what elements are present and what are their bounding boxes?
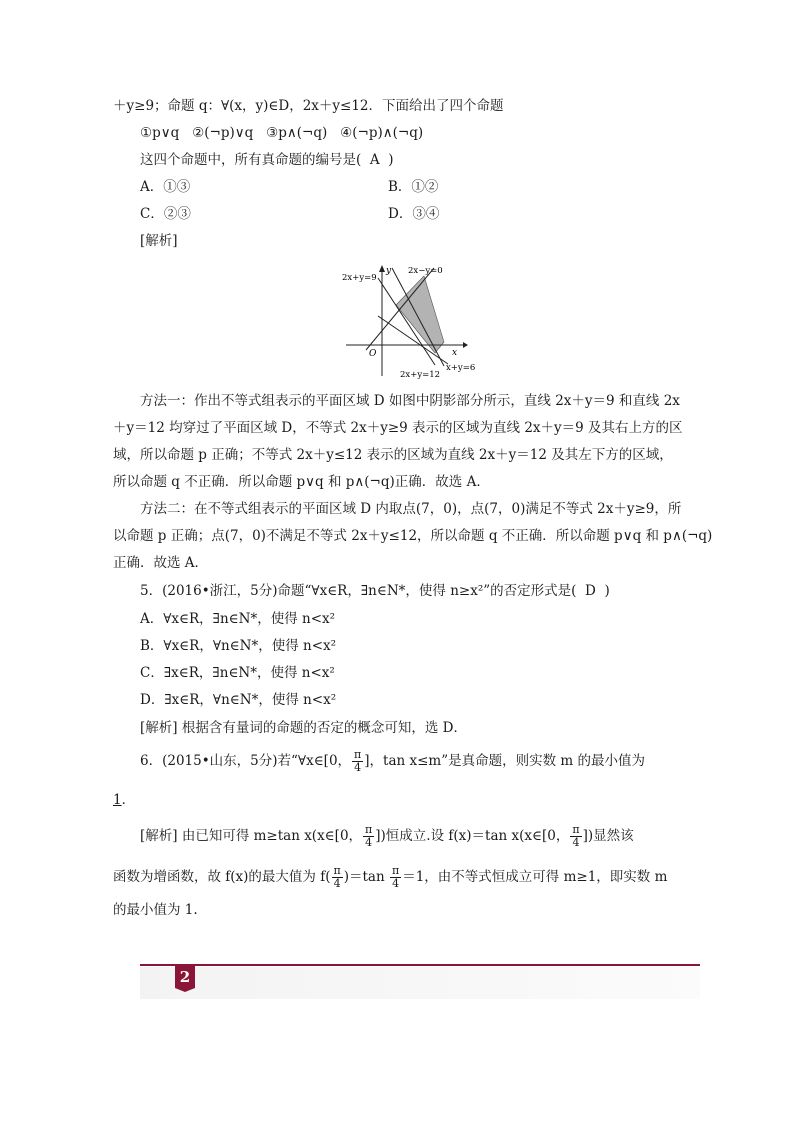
- q6-fraction-4: [332, 865, 343, 890]
- q6-analysis2-b: )＝tan: [343, 869, 385, 885]
- label-x-plus-y-6: x+y=6: [446, 363, 476, 373]
- question-answer: A: [369, 152, 380, 168]
- y-axis-label: y: [386, 266, 392, 276]
- method1-line4: 所以命题 q 不正确．所以命题 p∨q 和 p∧(¬q)正确．故选 A．: [113, 474, 490, 490]
- option-b: B．①②: [388, 179, 439, 195]
- proposition-1: ①p∨q: [140, 125, 180, 141]
- problem-condition-line: ＋y≥9；命题 q：∀(x，y)∈D，2x＋y≤12．下面给出了四个命题: [113, 98, 504, 114]
- question-close: ): [388, 152, 394, 168]
- fraction-numerator: π: [333, 864, 341, 877]
- label-2x-plus-y-12: 2x+y=12: [400, 370, 441, 380]
- x-axis-label: x: [452, 348, 458, 358]
- q6-line: [140, 748, 645, 774]
- fraction-numerator: π: [365, 823, 373, 836]
- q6-suffix: ]，tan x≤m”是真命题，则实数 m 的最小值为: [364, 753, 646, 769]
- question-line: [140, 151, 394, 169]
- q6-analysis-line3: 的最小值为 1.: [113, 902, 198, 918]
- q6-fraction-5: [390, 865, 401, 890]
- question-text: 这四个命题中，所有真命题的编号是(: [140, 152, 362, 168]
- y-axis-arrow: [379, 265, 385, 272]
- analysis-label: [解析]: [140, 233, 178, 249]
- option-d: D．③④: [388, 206, 440, 222]
- q5-option-c: C．∃x∈R，∃n∈N*，使得 n<x²: [140, 665, 335, 681]
- q6-answer: 1: [113, 792, 122, 808]
- q5-analysis: [解析] 根据含有量词的命题的否定的概念可知，选 D．: [140, 720, 467, 736]
- q6-analysis-a: [解析] 由已知可得 m≥tan x(x∈[0，: [140, 828, 363, 844]
- fraction-denominator: 4: [333, 877, 341, 890]
- label-2x-plus-y-9: 2x+y=9: [342, 273, 377, 283]
- q6-fraction: [352, 749, 363, 774]
- fraction-denominator: 4: [572, 836, 580, 849]
- q6-analysis2-c: ＝1，由不等式恒成立可得 m≥1，即实数 m: [402, 869, 668, 885]
- method1-line1: 方法一：作出不等式组表示的平面区域 D 如图中阴影部分所示，直线 2x＋y＝9 和直线 2x: [140, 393, 680, 409]
- label-2x-minus-y-0: 2x−y=0: [408, 266, 443, 276]
- fraction-numerator: π: [391, 864, 400, 877]
- footer-band: [140, 967, 700, 999]
- x-axis-arrow: [463, 342, 468, 348]
- q6-answer-line: [113, 791, 135, 809]
- footer-rule: [140, 964, 700, 966]
- proposition-2: ②(¬p)∨q: [192, 125, 254, 141]
- fraction-numerator: π: [354, 748, 362, 761]
- method1-line3: 域，所以命题 p 正确；不等式 2x＋y≤12 表示的区域为直线 2x＋y＝12 及其左下方的区域，: [113, 447, 673, 463]
- q5-line: [140, 582, 610, 600]
- q6-fraction-2: [363, 824, 374, 849]
- origin-label: O: [369, 349, 377, 359]
- fraction-denominator: 4: [392, 877, 400, 890]
- proposition-3: ③p∧(¬q): [266, 125, 328, 141]
- page-number: 2: [179, 968, 191, 986]
- q6-prefix: 6．(2015•山东，5分)若“∀x∈[0，: [140, 753, 352, 769]
- method2-line1: 方法二：在不等式组表示的平面区域 D 内取点(7，0)，点(7，0)满足不等式 2x＋y≥9，所: [140, 501, 682, 517]
- option-a: A．①③: [140, 179, 191, 195]
- method1-line2: ＋y＝12 均穿过了平面区域 D，不等式 2x＋y≥9 表示的区域为直线 2x＋y＝9 及其右上方的区: [113, 420, 683, 436]
- option-c: C．②③: [140, 206, 191, 222]
- fraction-denominator: 4: [354, 761, 362, 774]
- q6-answer-end: ．: [121, 792, 136, 808]
- q6-analysis-line1: [140, 823, 634, 849]
- q6-analysis-c: ])显然该: [582, 828, 634, 844]
- q5-answer: D: [585, 583, 596, 599]
- q6-fraction-3: [570, 824, 581, 849]
- fraction-numerator: π: [572, 823, 580, 836]
- q6-analysis-line2: [113, 864, 667, 890]
- fraction-denominator: 4: [365, 836, 373, 849]
- q5-text: 5．(2016•浙江，5分)命题“∀x∈R，∃n∈N*，使得 n≥x²”的否定形式是(: [140, 583, 577, 599]
- q6-analysis-b: ])恒成立.设 f(x)＝tan x(x∈[0，: [375, 828, 570, 844]
- q5-option-d: D．∃x∈R，∀n∈N*，使得 n<x²: [140, 692, 337, 708]
- q5-option-a: A．∀x∈R，∃n∈N*，使得 n<x²: [140, 611, 336, 627]
- q6-analysis2-a: 函数为增函数，故 f(x)的最大值为 f(: [113, 869, 331, 885]
- proposition-4: ④(¬p)∧(¬q): [340, 125, 424, 141]
- feasible-region-graph: [338, 258, 478, 383]
- proposition-list: [140, 124, 423, 142]
- method2-line2: 以命题 p 正确；点(7，0)不满足不等式 2x＋y≤12，所以命题 q 不正确．所以命题 p∨q 和 p∧(¬q): [113, 528, 713, 544]
- method2-line3: 正确．故选 A．: [113, 555, 209, 571]
- q5-option-b: B．∀x∈R，∀n∈N*，使得 n<x²: [140, 638, 337, 654]
- q5-close: ): [604, 583, 610, 599]
